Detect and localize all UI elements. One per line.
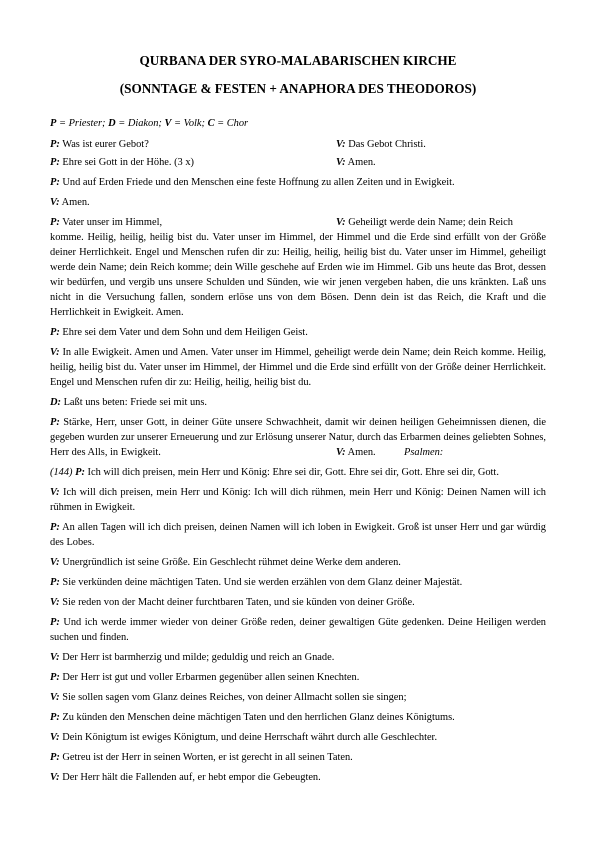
speaker-label: P: xyxy=(50,217,60,228)
dialogue-paragraph xyxy=(50,325,546,340)
dialogue-paragraph xyxy=(50,345,546,390)
dialogue-paragraph xyxy=(50,395,546,410)
speaker-label: P: xyxy=(50,577,60,588)
line-text: Amen. xyxy=(59,197,90,208)
dialogue-response xyxy=(336,137,426,152)
line-text: Sie sollen sagen vom Glanz deines Reiches, von deiner Allmacht sollen sie singen; xyxy=(59,692,407,703)
line-text: Getreu ist der Herr in seinen Worten, er ist gerecht in all seinen Taten. xyxy=(59,752,353,763)
speaker-label: P: xyxy=(50,617,60,628)
line-text: In alle Ewigkeit. Amen und Amen. Vater unser im Himmel, geheiligt werde dein Name; dein Reich komme. Heilig, heilig, heilig bist du. Vater unser im Himmel, der Himmel und die Erde sind erfüllt von der Größe deiner Herrlichkeit. Engel und Menschen rufen dir zu: Heilig, heilig, heilig bist du. xyxy=(50,347,546,388)
line-text: Das Gebot Christi. xyxy=(345,139,426,150)
line-text: Der Herr ist gut und voller Erbarmen gegenüber allen seinen Knechten. xyxy=(59,672,360,683)
dialogue-paragraph xyxy=(50,555,546,570)
legend-c: C xyxy=(207,118,215,129)
line-text: Dein Königtum ist ewiges Königtum, und deine Herrschaft währt durch alle Geschlechter. xyxy=(59,732,438,743)
dialogue-row xyxy=(50,137,546,152)
psalm-number: (144) xyxy=(50,467,76,478)
speaker-label: P: xyxy=(50,672,60,683)
line-text: Laßt uns beten: Friede sei mit uns. xyxy=(60,397,207,408)
speaker-label: V: xyxy=(50,772,60,783)
line-text: Sie verkünden deine mächtigen Taten. Und sie werden erzählen von dem Glanz deiner Majestät. xyxy=(59,577,463,588)
legend-p-text: = Priester; xyxy=(56,118,109,129)
speaker-label: V: xyxy=(50,692,60,703)
legend-p: P xyxy=(50,118,57,129)
dialogue-response xyxy=(336,155,376,170)
dialogue-paragraph xyxy=(50,690,546,705)
line-text: Ich will dich preisen, mein Herr und König: Ehre sei dir, Gott. Ehre sei dir, Gott. Ehre sei dir, Gott. xyxy=(84,467,499,478)
line-text: Ich will dich preisen, mein Herr und König: Ich will dich rühmen, mein Herr und König: Deinen Namen will ich rühmen in Ewigkeit. xyxy=(50,487,546,513)
dialogue-response xyxy=(336,215,513,230)
dialogue-response xyxy=(336,445,376,460)
dialogue-row xyxy=(50,155,546,170)
legend-d-text: = Diakon; xyxy=(115,118,165,129)
speaker-label: V: xyxy=(50,347,60,358)
dialogue-continuation: komme. Heilig, heilig, heilig bist du. Vater unser im Himmel, der Himmel und die Erde sind erfüllt von der Größe deiner Herrlichkeit. Engel und Menschen rufen dir zu: Heilig, heilig, heilig bist du. Vater unser im Himmel, geheiligt werde dein Name; dein Reich komme; dein Wille geschehe auf Erden wie im Himmel. Gib uns heute das Brot, dessen wir bedürfen, und vergib uns unsere Schulden und Sünden, wie wir jenen vergeben haben, die uns kränkten. Laß uns nicht in die Versuchung fallen, sondern erlöse uns von dem Bösen. Denn dein ist das Reich, die Kraft und die Herrlichkeit in Ewigkeit. Amen. xyxy=(50,232,546,318)
speaker-label: V: xyxy=(336,447,346,458)
speaker-label: D: xyxy=(50,397,61,408)
speaker-label: P: xyxy=(50,712,60,723)
line-text: Amen. xyxy=(345,157,376,168)
dialogue-paragraph xyxy=(50,710,546,725)
line-text: Der Herr hält die Fallenden auf, er hebt empor die Gebeugten. xyxy=(59,772,321,783)
line-text: An allen Tagen will ich dich preisen, deinen Namen will ich loben in Ewigkeit. Groß ist unser Herr und gar würdig des Lobes. xyxy=(50,522,546,548)
dialogue-line xyxy=(50,139,149,150)
psalms-heading: Psalmen: xyxy=(404,447,444,458)
speaker-label: P: xyxy=(50,417,60,428)
speaker-label: V: xyxy=(50,652,60,663)
line-text: Und auf Erden Friede und den Menschen eine feste Hoffnung zu allen Zeiten und in Ewigkeit. xyxy=(59,177,455,188)
legend-c-text: = Chor xyxy=(214,118,249,129)
line-text: Was ist eurer Gebot? xyxy=(59,139,149,150)
dialogue-paragraph xyxy=(50,595,546,610)
line-text: Geheiligt werde dein Name; dein Reich xyxy=(345,217,513,228)
dialogue-paragraph xyxy=(50,465,546,480)
speaker-label: V: xyxy=(50,197,60,208)
line-text: Ehre sei Gott in der Höhe. (3 x) xyxy=(59,157,194,168)
line-text: Unergründlich ist seine Größe. Ein Geschlecht rühmet deine Werke dem anderen. xyxy=(59,557,401,568)
speaker-label: P: xyxy=(50,157,60,168)
dialogue-paragraph xyxy=(50,485,546,515)
speaker-label: P: xyxy=(50,522,60,533)
dialogue-paragraph xyxy=(50,670,546,685)
dialogue-row xyxy=(50,215,546,230)
speaker-label: P: xyxy=(50,177,60,188)
line-text: Zu künden den Menschen deine mächtigen Taten und den herrlichen Glanz deines Königtums. xyxy=(59,712,455,723)
legend-v: V xyxy=(164,118,172,129)
line-text: Der Herr ist barmherzig und milde; geduldig und reich an Gnade. xyxy=(59,652,335,663)
speaker-label: V: xyxy=(50,557,60,568)
line-text: Und ich werde immer wieder von deiner Größe reden, deiner gewaltigen Güte gedenken. Deine Heiligen werden suchen und finden. xyxy=(50,617,546,643)
speaker-label: V: xyxy=(50,597,60,608)
speaker-label: V: xyxy=(336,217,346,228)
speaker-label: V: xyxy=(50,487,60,498)
legend-v-text: = Volk; xyxy=(171,118,208,129)
dialogue-paragraph xyxy=(50,195,546,210)
line-text: Ehre sei dem Vater und dem Sohn und dem Heiligen Geist. xyxy=(59,327,308,338)
speaker-legend xyxy=(50,116,546,131)
speaker-label: P: xyxy=(75,467,85,478)
dialogue-paragraph xyxy=(50,770,546,785)
line-text: Sie reden von der Macht deiner furchtbaren Taten, und sie künden von deiner Größe. xyxy=(59,597,415,608)
dialogue-paragraph xyxy=(50,575,546,590)
document-subtitle: (SONNTAGE & FESTEN + ANAPHORA DES THEODOROS) xyxy=(119,81,477,96)
speaker-label: P: xyxy=(50,139,60,150)
speaker-label: V: xyxy=(50,732,60,743)
line-text: Stärke, Herr, unser Gott, in deiner Güte unsere Schwachheit, damit wir deinen heiligen Geheimnissen dienen, die gegeben wurden zur unserer Erneuerung und zur Erlösung unserer Natur, durch das Erbarmen deines geliebten Sohnes, Herr des Alls, in Ewigkeit. xyxy=(50,417,546,458)
speaker-label: P: xyxy=(50,752,60,763)
dialogue-line xyxy=(50,157,194,168)
dialogue-paragraph xyxy=(50,175,546,190)
dialogue-paragraph xyxy=(50,730,546,745)
dialogue-paragraph xyxy=(50,650,546,665)
line-text: Vater unser im Himmel, xyxy=(59,217,163,228)
dialogue-paragraph xyxy=(50,750,546,765)
document-title: QURBANA DER SYRO-MALABARISCHEN KIRCHE xyxy=(139,53,457,68)
speaker-label: P: xyxy=(50,327,60,338)
legend-d: D xyxy=(108,118,116,129)
dialogue-paragraph xyxy=(50,520,546,550)
dialogue-paragraph xyxy=(50,615,546,645)
line-text: Amen. xyxy=(345,447,376,458)
speaker-label: V: xyxy=(336,157,346,168)
document-page xyxy=(50,50,546,785)
dialogue-paragraph xyxy=(50,415,546,460)
speaker-label: V: xyxy=(336,139,346,150)
dialogue-line xyxy=(50,217,162,228)
